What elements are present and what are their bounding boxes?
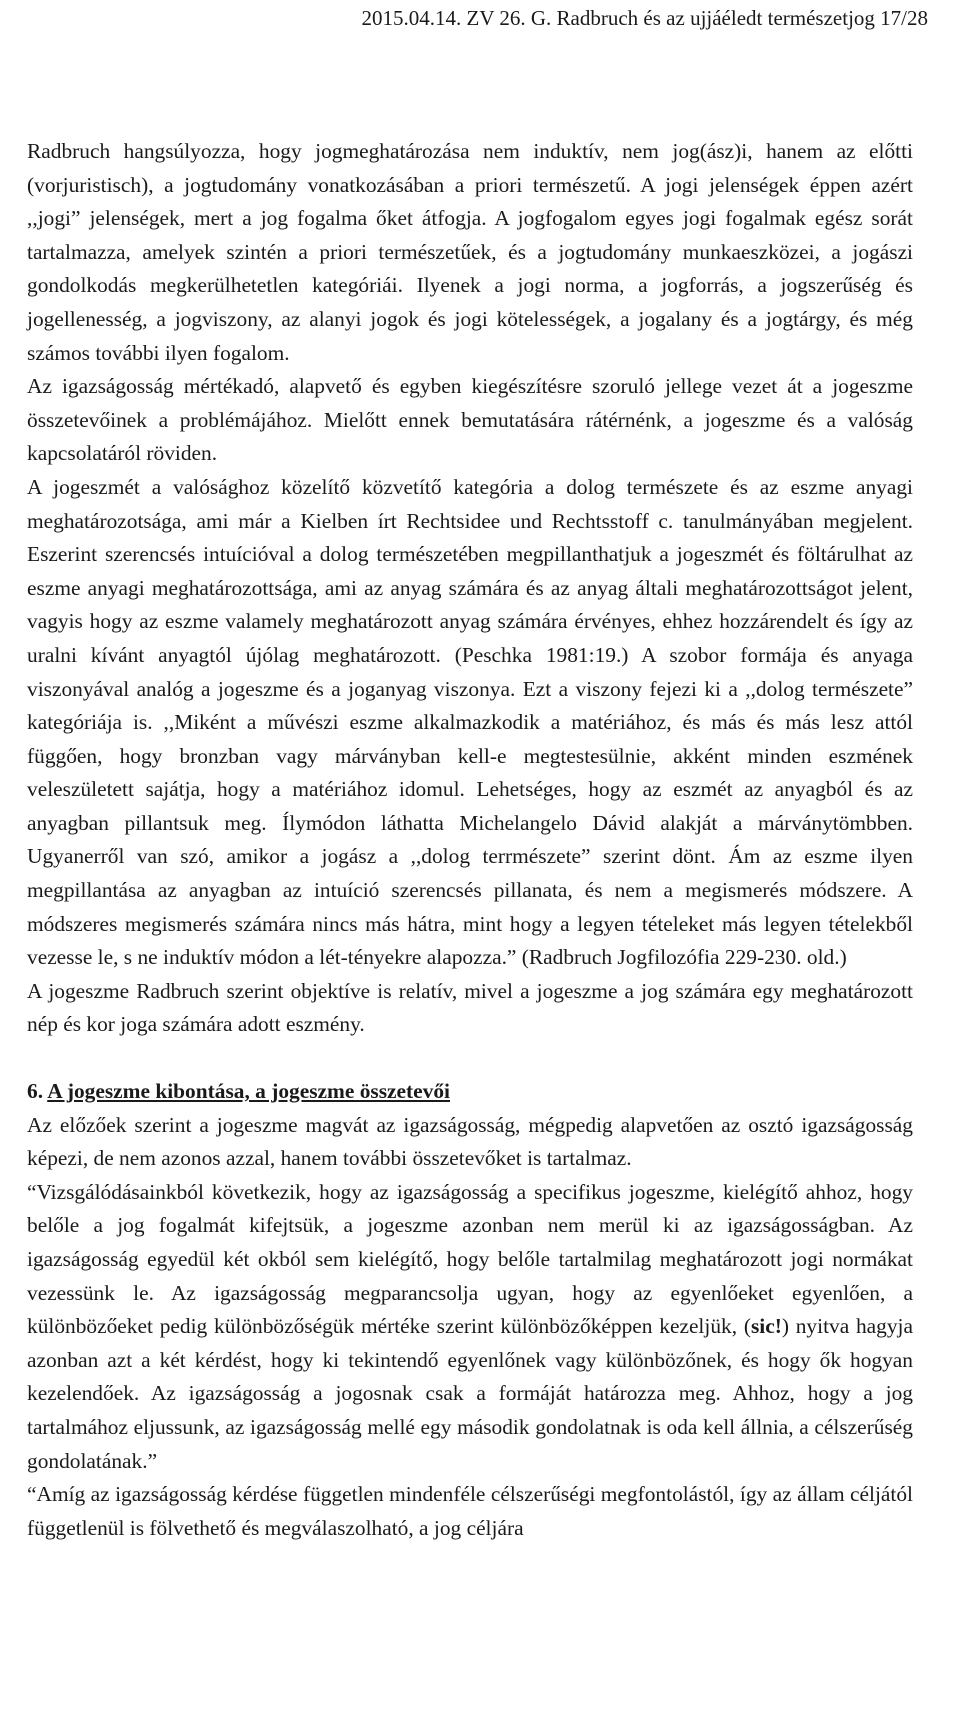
paragraph-relative-idea: A jogeszme Radbruch szerint objektíve is relatív, mivel a jogeszme a jog számára egy meghatározott nép és kor joga számára adott eszmény.	[27, 978, 913, 1037]
document-body	[27, 135, 913, 1545]
quote-justice-purpose: “Amíg az igazságosság kérdése független mindenféle célszerűségi megfontolástól, így az állam céljától függetlenül is fölvethető és megválaszolható, a jog céljára	[27, 1482, 913, 1540]
quote-justice-specific	[27, 1176, 913, 1478]
section-title: A jogeszme kibontása, a jogeszme összetevői	[47, 1079, 450, 1104]
running-header: 2015.04.14. ZV 26. G. Radbruch és az ujjáéledt természetjog 17/28	[361, 6, 928, 30]
section-number: 6.	[27, 1079, 44, 1104]
quote-text-before: “Vizsgálódásainkból következik, hogy az igazságosság a specifikus jogeszme, kielégítő ahhoz, hogy belőle a jog fogalmát kifejtsük, a jogeszme azonban nem merül ki az igazságosságban. Az igazságosság egyedül két okból sem kielégítő, hogy belőle tartalmilag meghatározott jogi normákat vezessünk le. Az igazságosság megparancsolja ugyan, hogy az egyenlőeket egyenlően, a különbözőeket pedig különbözőségük mértéke szerint különbözőképpen kezeljük, (	[27, 1179, 913, 1339]
sic-mark: sic!	[750, 1314, 782, 1339]
paragraph-nature-of-things: A jogeszmét a valósághoz közelítő közvetítő kategória a dolog természete és az eszme anyagi meghatározotsága, ami már a Kielben írt Rechtsidee und Rechtsstoff c. tanulmányában megjelent. Eszerint szerencsés intuícióval a dolog természetében megpillanthatjuk a jogeszmét és föltárulhat az eszme anyagi meghatározottsága, ami az anyag számára és az anyag általi meghatározottságot jelent, vagyis hogy az eszme valamely meghatározott anyag számára érvényes, ehhez hozzárendelt és így az uralni kívánt anyagtól újólag meghatározott. (Peschka 1981:19.) A szobor formája és anyaga viszonyával analóg a jogeszme és a joganyag viszonya. Ezt a viszony fejezi ki a ,,dolog természete” kategóriája is. ,,Miként a művészi eszme alkalmazkodik a matériához, és más és más lesz attól függően, hogy bronzban vagy márványban kell-e megtestesülnie, akként minden eszmének veleszületett sajátja, hogy a matériához idomul. Lehetséges, hogy az eszmét az anyagból és az anyagban pillantsuk meg. Ílymódon láthatta Michelangelo Dávid alakját a márványtömbben. Ugyanerről van szó, amikor a jogász a ,,dolog terrmészete” szerint dönt. Ám az eszme ilyen megpillantása az anyagban az intuíció szerencsés pillanata, és nem a megismerés módszere. A módszeres megismerés számára nincs más hátra, mint hogy a legyen tételeket más legyen tételekből vezesse le, s ne induktív módon a lét-tényekre alapozza.” (Radbruch Jogfilozófia 229-230. old.)	[27, 474, 913, 970]
paragraph-legal-concept: Radbruch hangsúlyozza, hogy jogmeghatározása nem induktív, nem jog(ász)i, hanem az előtti (vorjuristisch), a jogtudomány vonatkozásában a priori természetű. A jogi jelenségek éppen azért ,,jogi” jelenségek, mert a jog fogalma őket átfogja. A jogfogalom egyes jogi fogalmak egész sorát tartalmazza, amelyek szintén a priori természetűek, és a jogtudomány munkaeszközei, a jogászi gondolkodás megkerülhetetlen kategóriái. Ilyenek a jogi norma, a jogforrás, a jogszerűség és jogellenesség, a jogviszony, az alanyi jogok és jogi kötelességek, a jogalany és a jogtárgy, és még számos további ilyen fogalom.	[27, 139, 913, 365]
section-heading	[27, 1075, 913, 1109]
paragraph-justice-nature: Az igazságosság mértékadó, alapvető és egyben kiegészítésre szoruló jellege vezet át a jogeszme összetevőinek a problémájához. Mielőtt ennek bemutatására rátérnénk, a jogeszme és a valóság kapcsolatáról röviden.	[27, 374, 913, 466]
section-intro: Az előzőek szerint a jogeszme magvát az igazságosság, mégpedig alapvetően az osztó igazságosság képezi, de nem azonos azzal, hanem további összetevőket is tartalmaz.	[27, 1112, 913, 1171]
quote-text-after: ) nyitva hagyja azonban azt a két kérdést, hogy ki tekintendő egyenlőnek vagy különbözőnek, és hogy ők hogyan kezelendőek. Az igazságosság a jogosnak csak a formáját határozza meg. Ahhoz, hogy a jog tartalmához eljussunk, az igazságosság mellé egy második gondolatnak is oda kell állnia, a célszerűség gondolatának.”	[27, 1314, 913, 1473]
